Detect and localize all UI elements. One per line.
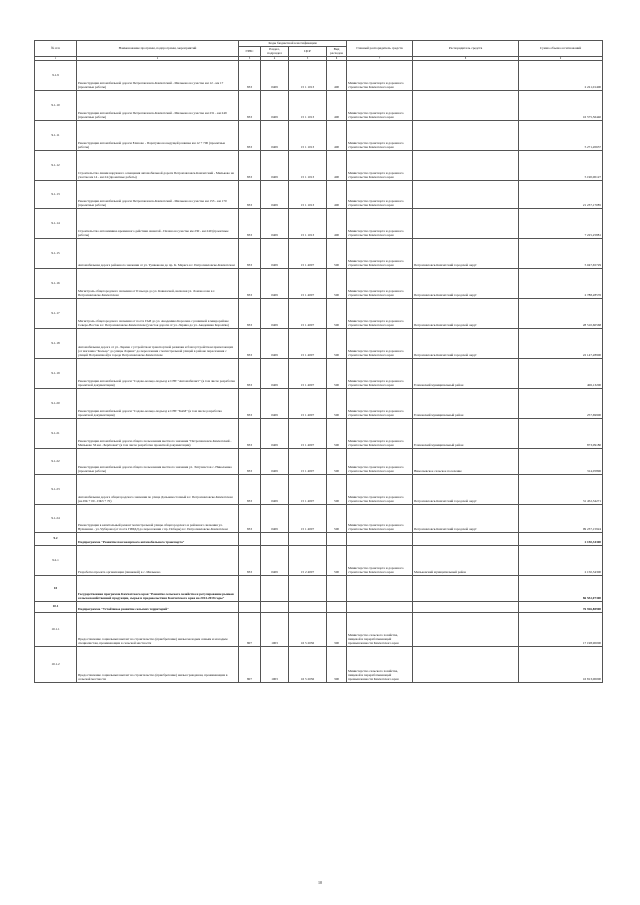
row-recipient: Елизовский муниципальный район (413, 419, 519, 449)
row-recipient (413, 91, 519, 121)
row-section: 0409 (261, 91, 289, 121)
row-total: 406,13200 (519, 359, 603, 389)
row-grbs: 833 (239, 475, 261, 505)
row-section (261, 576, 289, 602)
table-row (35, 475, 603, 505)
row-expense-type: 400 (327, 121, 347, 151)
row-csr: 15 1 1013 (289, 209, 327, 239)
row-name: Реконструкция в капитальный ремонт магистральной улицы общегородского и районного значения ул. Вулканная - ул. Чубарова (от поста ГИБДД до пересечения с пр. Победы) в г. Петропавловске-Камчатском (77, 505, 239, 533)
row-name: Магистраль общегородского значения от II въезда до ул. Кавказской, включая ул. Ломоносова в г. Петропавловске-Камчатском (77, 269, 239, 299)
row-csr: 15 1 1013 (289, 181, 327, 209)
row-name: Реконструкция автомобильной дороги Петропавловск-Камчатский - Мильково на участке км 12 - км 17 (проектные работы) (77, 61, 239, 91)
row-main-manager: Министерство транспорта и дорожного строительства Камчатского края (347, 475, 413, 505)
row-recipient (413, 647, 519, 683)
row-main-manager: Министерство транспорта и дорожного строительства Камчатского края (347, 359, 413, 389)
header-section: Раздел, подраздел (261, 47, 289, 57)
row-csr: 16 5 2036 (289, 613, 327, 647)
column-index: 8 (413, 57, 519, 61)
row-number: 10.1.2 (35, 647, 77, 683)
row-name: Реконструкция автомобильной дороги общего пользования местного значения ул. Энтузиастов с. Николаевка (проектные работы) (77, 449, 239, 475)
row-total: 16 575,56440 (519, 91, 603, 121)
row-number: 9.1.13 (35, 181, 77, 209)
row-grbs: 833 (239, 61, 261, 91)
row-number: 9.1.16 (35, 269, 77, 299)
row-expense-type: 500 (327, 449, 347, 475)
row-recipient: Николаевское сельское поселение (413, 449, 519, 475)
header-number: № п/п (35, 41, 77, 57)
row-expense-type: 500 (327, 389, 347, 419)
row-section: 0409 (261, 359, 289, 389)
row-section: 0409 (261, 449, 289, 475)
row-expense-type: 500 (327, 546, 347, 576)
row-recipient: Елизовский муниципальный район (413, 389, 519, 419)
column-index: 7 (347, 57, 413, 61)
row-csr: 15 1 4007 (289, 359, 327, 389)
row-csr: 15 1 4007 (289, 419, 327, 449)
row-section: 0409 (261, 209, 289, 239)
budget-allocation-table (34, 40, 603, 683)
row-recipient (413, 613, 519, 647)
row-recipient (413, 151, 519, 181)
row-number: 9.1.24 (35, 505, 77, 533)
row-recipient: Петропавловск-Камчатский городской округ (413, 269, 519, 299)
row-expense-type: 300 (327, 613, 347, 647)
column-index: 5 (289, 57, 327, 61)
row-total: 2 150,34300 (519, 533, 603, 546)
row-expense-type (327, 533, 347, 546)
row-number: 9.2.1 (35, 546, 77, 576)
row-recipient (413, 533, 519, 546)
row-grbs: 833 (239, 121, 261, 151)
row-csr: 15 1 1013 (289, 151, 327, 181)
row-main-manager: Министерство транспорта и дорожного строительства Камчатского края (347, 121, 413, 151)
row-grbs: 833 (239, 239, 261, 269)
row-grbs: 807 (239, 647, 261, 683)
row-main-manager: Министерство транспорта и дорожного строительства Камчатского края (347, 389, 413, 419)
row-main-manager: Министерство транспорта и дорожного строительства Камчатского края (347, 505, 413, 533)
row-main-manager: Министерство сельского хозяйства, пищевой и перерабатывающей промышленности Камчатского края (347, 647, 413, 683)
row-csr: 15 1 4007 (289, 299, 327, 329)
row-csr: 15 1 4007 (289, 475, 327, 505)
row-name: Реконструкция автомобильной дороги общего пользования местного значения "Петропавловск-Камчатский - Мильково 56 км - Берёзовая" (в том числе разработка проектной документации) (77, 419, 239, 449)
row-number: 9.2 (35, 533, 77, 546)
row-total: 5 047,65729 (519, 239, 603, 269)
row-name: Реконструкция автомобильной дороги Петропавловск-Камчатский - Мильково на участке км 153 - км 170 (проектные работы) (77, 181, 239, 209)
row-expense-type: 400 (327, 91, 347, 121)
row-expense-type: 500 (327, 505, 347, 533)
row-section: 0409 (261, 419, 289, 449)
row-main-manager: Министерство транспорта и дорожного строительства Камчатского края (347, 61, 413, 91)
column-index: 3 (239, 57, 261, 61)
row-number: 10.1 (35, 602, 77, 613)
row-name: Строительство автозимника временного действия Анавгай - Палана на участке км 230 - км 240 (проектные работы) (77, 209, 239, 239)
row-section (261, 533, 289, 546)
row-name: Автомобильная дорога от ул. Ларина с устройством транспортной развязки и благоустройством прилегающих (от магазина "Кольцо" до улицы Ларина" до пересечения с магистральной улицей в районе пересечения с улицей Пограничной) в городе Петропавловске-Камчатском (77, 329, 239, 359)
row-recipient (413, 602, 519, 613)
row-name: Предоставление социальных выплат на строительство (приобретение) жилья гражданам, проживающим в сельской местности (77, 647, 239, 683)
row-name: Магистраль общегородского значения от поста ГАИ до ул. Академика Королева с развязкой в микрорайоне Северо-Восток в г. Петропавловске-Камчатском (участок дороги от ул. Ларина до ул. Академика Королёва) (77, 299, 239, 329)
table-row (35, 602, 603, 613)
row-number: 9.1.18 (35, 329, 77, 359)
row-number: 9.1.20 (35, 389, 77, 419)
table-row (35, 121, 603, 151)
row-grbs (239, 576, 261, 602)
row-number: 9.1.23 (35, 475, 77, 505)
row-total: 99 237,15924 (519, 505, 603, 533)
row-main-manager: Министерство транспорта и дорожного строительства Камчатского края (347, 151, 413, 181)
column-index: 9 (519, 57, 603, 61)
row-total: 21 237,17085 (519, 181, 603, 209)
row-section: 0409 (261, 181, 289, 209)
row-total: 257,69900 (519, 389, 603, 419)
row-total: 28 510,60568 (519, 299, 603, 329)
row-name: Реконструкция автомобильной дороги "Садово-кольцо-подъезд к СНТ "БАМ" (в том числе разработка проектной документации) (77, 389, 239, 419)
header-expense-type: Вид расходов (327, 47, 347, 57)
row-grbs: 833 (239, 546, 261, 576)
row-grbs: 833 (239, 505, 261, 533)
row-section: 0409 (261, 389, 289, 419)
header-grbs: ГРБС (239, 47, 261, 57)
row-csr: 15 1 4007 (289, 505, 327, 533)
row-section: 0409 (261, 505, 289, 533)
row-total: 2 788,28576 (519, 269, 603, 299)
row-section: 1003 (261, 647, 289, 683)
row-total: 7 225,25881 (519, 209, 603, 239)
row-expense-type: 400 (327, 151, 347, 181)
row-expense-type: 500 (327, 299, 347, 329)
row-recipient: Петропавловск-Камчатский городской округ (413, 299, 519, 329)
row-section: 0409 (261, 475, 289, 505)
row-section (261, 602, 289, 613)
table-row (35, 239, 603, 269)
row-number: 9.1.14 (35, 209, 77, 239)
row-csr (289, 576, 327, 602)
table-row (35, 419, 603, 449)
row-recipient (413, 121, 519, 151)
header-main-manager: Главный распорядитель средств (347, 41, 413, 57)
row-csr (289, 602, 327, 613)
row-grbs (239, 602, 261, 613)
row-csr: 15 1 4007 (289, 269, 327, 299)
row-main-manager: Министерство транспорта и дорожного строительства Камчатского края (347, 209, 413, 239)
header-budget-codes: Коды бюджетной классификации (239, 41, 347, 47)
row-section: 0409 (261, 546, 289, 576)
table-row (35, 389, 603, 419)
column-index: 6 (327, 57, 347, 61)
row-name: Разработка проекта организации (ливневой) в с. Мильково (77, 546, 239, 576)
row-main-manager: Министерство транспорта и дорожного строительства Камчатского края (347, 239, 413, 269)
column-index: 2 (77, 57, 239, 61)
row-number: 9.1.17 (35, 299, 77, 329)
row-expense-type: 400 (327, 61, 347, 91)
row-expense-type: 400 (327, 209, 347, 239)
row-total: 31 452,34271 (519, 475, 603, 505)
row-main-manager: Министерство транспорта и дорожного строительства Камчатского края (347, 269, 413, 299)
row-csr: 15 1 1013 (289, 91, 327, 121)
row-csr: 16 5 2036 (289, 647, 327, 683)
row-expense-type: 500 (327, 475, 347, 505)
header-recipient: Распорядитель средств (413, 41, 519, 57)
table-row (35, 359, 603, 389)
row-grbs: 833 (239, 359, 261, 389)
row-main-manager (347, 576, 413, 602)
row-csr: 15 1 1013 (289, 121, 327, 151)
table-body (35, 61, 603, 683)
row-grbs: 833 (239, 449, 261, 475)
table-row (35, 505, 603, 533)
row-total: 314,05896 (519, 449, 603, 475)
row-grbs: 833 (239, 389, 261, 419)
row-csr: 15 1 4007 (289, 239, 327, 269)
row-number: 10.1.1 (35, 613, 77, 647)
row-main-manager: Министерство транспорта и дорожного строительства Камчатского края (347, 299, 413, 329)
row-csr: 15 1 4007 (289, 329, 327, 359)
row-number: 9.1.21 (35, 419, 77, 449)
row-expense-type: 500 (327, 359, 347, 389)
row-grbs: 833 (239, 151, 261, 181)
header-csr: ЦСР (289, 47, 327, 57)
row-total: 76 926,80900 (519, 602, 603, 613)
row-total: 86 552,07300 (519, 576, 603, 602)
row-main-manager: Министерство сельского хозяйства, пищевой и перерабатывающей промышленности Камчатского края (347, 613, 413, 647)
table-row (35, 269, 603, 299)
row-expense-type: 300 (327, 647, 347, 683)
row-csr (289, 533, 327, 546)
row-recipient: Мильковский муниципальный район (413, 546, 519, 576)
table-row (35, 181, 603, 209)
row-expense-type: 500 (327, 269, 347, 299)
row-number: 9.1.12 (35, 151, 77, 181)
row-grbs: 833 (239, 209, 261, 239)
table-row (35, 533, 603, 546)
row-main-manager: Министерство транспорта и дорожного строительства Камчатского края (347, 329, 413, 359)
table-row (35, 91, 603, 121)
row-csr: 15 2 4007 (289, 546, 327, 576)
row-main-manager (347, 533, 413, 546)
row-recipient: Петропавловск-Камчатский городской округ (413, 475, 519, 505)
row-name: Подпрограмма "Устойчивое развитие сельских территорий" (77, 602, 239, 613)
row-number: 9.1.9 (35, 61, 77, 91)
row-name: Предоставление социальных выплат на строительство (приобретение) жилья молодым семьям и молодым специалистам, проживающим в сельской местности (77, 613, 239, 647)
row-number: 10 (35, 576, 77, 602)
table-row (35, 449, 603, 475)
row-expense-type (327, 602, 347, 613)
row-section: 0409 (261, 151, 289, 181)
row-section: 0409 (261, 299, 289, 329)
row-recipient (413, 209, 519, 239)
row-expense-type: 500 (327, 329, 347, 359)
row-main-manager: Министерство транспорта и дорожного строительства Камчатского края (347, 449, 413, 475)
row-name: Автомобильная дорога районного значения от ул. Тушканова до пр. К. Маркса в г. Петропавловске-Камчатском (77, 239, 239, 269)
row-recipient: Петропавловск-Камчатский городской округ (413, 239, 519, 269)
table-row (35, 299, 603, 329)
row-section: 1003 (261, 613, 289, 647)
table-row (35, 61, 603, 91)
row-main-manager (347, 602, 413, 613)
column-index: 1 (35, 57, 77, 61)
row-recipient: Елизовский муниципальный район (413, 359, 519, 389)
row-section: 0409 (261, 121, 289, 151)
row-total: 16 813,00000 (519, 647, 603, 683)
table-row (35, 546, 603, 576)
budget-table-container (34, 40, 602, 683)
row-total: 873,09180 (519, 419, 603, 449)
row-expense-type: 400 (327, 181, 347, 209)
row-number: 9.1.10 (35, 91, 77, 121)
row-total: 22 147,28900 (519, 329, 603, 359)
row-main-manager: Министерство транспорта и дорожного строительства Камчатского края (347, 419, 413, 449)
row-number: 9.1.19 (35, 359, 77, 389)
column-index: 4 (261, 57, 289, 61)
table-row (35, 647, 603, 683)
row-main-manager: Министерство транспорта и дорожного строительства Камчатского края (347, 91, 413, 121)
row-section: 0409 (261, 239, 289, 269)
table-row (35, 151, 603, 181)
row-total: 2 221,01400 (519, 61, 603, 91)
row-name: Строительство линии наружного освещения автомобильной дороги Петропавловск-Камчатский - Мильково на участке км 14 - км 24 (проектные работы) (77, 151, 239, 181)
row-grbs (239, 533, 261, 546)
table-row (35, 576, 603, 602)
row-section: 0409 (261, 269, 289, 299)
row-recipient: Петропавловск-Камчатский городской округ (413, 329, 519, 359)
row-name: Реконструкция автомобильной дороги "Садово-кольцо-подъезд к СНТ "Автомобилист" (в том числе разработка проектной документации) (77, 359, 239, 389)
table-row (35, 613, 603, 647)
row-name: Государственная программа Камчатского края "Развитие сельского хозяйства и регулирование рынков сельскохозяйственной продукции, сырья и продовольствия Камчатского края на 2014-2018 годы" (77, 576, 239, 602)
row-name: Автомобильная дорога общегородского значения по улице Дальневосточный в г. Петропавловске-Камчатском (на ПК + 00 - ПК3 + 70) (77, 475, 239, 505)
row-section: 0409 (261, 61, 289, 91)
row-name: Подпрограмма "Развитие пассажирского автомобильного транспорта" (77, 533, 239, 546)
row-expense-type: 500 (327, 239, 347, 269)
row-number: 9.1.11 (35, 121, 77, 151)
row-csr: 15 1 1013 (289, 61, 327, 91)
row-name: Реконструкция автомобильной дороги Елизово - Паратунка на ведущей развязке км 12 + 700 (проектные работы) (77, 121, 239, 151)
row-recipient: Петропавловск-Камчатский городской округ (413, 505, 519, 533)
row-grbs: 833 (239, 299, 261, 329)
row-grbs: 833 (239, 181, 261, 209)
row-name: Реконструкция автомобильной дороги Петропавловск-Камчатский - Мильково на участке км 231 - км 249 (проектные работы) (77, 91, 239, 121)
table-row (35, 329, 603, 359)
row-expense-type (327, 576, 347, 602)
row-total: 5 190,00127 (519, 151, 603, 181)
row-section: 0409 (261, 329, 289, 359)
row-recipient (413, 181, 519, 209)
row-total: 5 271,20637 (519, 121, 603, 151)
row-grbs: 833 (239, 91, 261, 121)
row-grbs: 833 (239, 329, 261, 359)
row-number: 9.1.22 (35, 449, 77, 475)
row-total: 17 198,90000 (519, 613, 603, 647)
row-number: 9.1.15 (35, 239, 77, 269)
row-recipient (413, 576, 519, 602)
row-main-manager: Министерство транспорта и дорожного строительства Камчатского края (347, 181, 413, 209)
row-grbs: 807 (239, 613, 261, 647)
row-grbs: 833 (239, 269, 261, 299)
row-recipient (413, 61, 519, 91)
table-row (35, 209, 603, 239)
row-total: 2 150,34300 (519, 546, 603, 576)
row-grbs: 833 (239, 419, 261, 449)
row-expense-type: 500 (327, 419, 347, 449)
page-number: 10 (318, 880, 322, 885)
row-csr: 15 1 4007 (289, 389, 327, 419)
header-total: Сумма объема ассигнований (519, 41, 603, 57)
row-csr: 15 1 4007 (289, 449, 327, 475)
row-main-manager: Министерство транспорта и дорожного строительства Камчатского края (347, 546, 413, 576)
header-name: Наименование программ, подпрограмм, мероприятий (77, 41, 239, 57)
